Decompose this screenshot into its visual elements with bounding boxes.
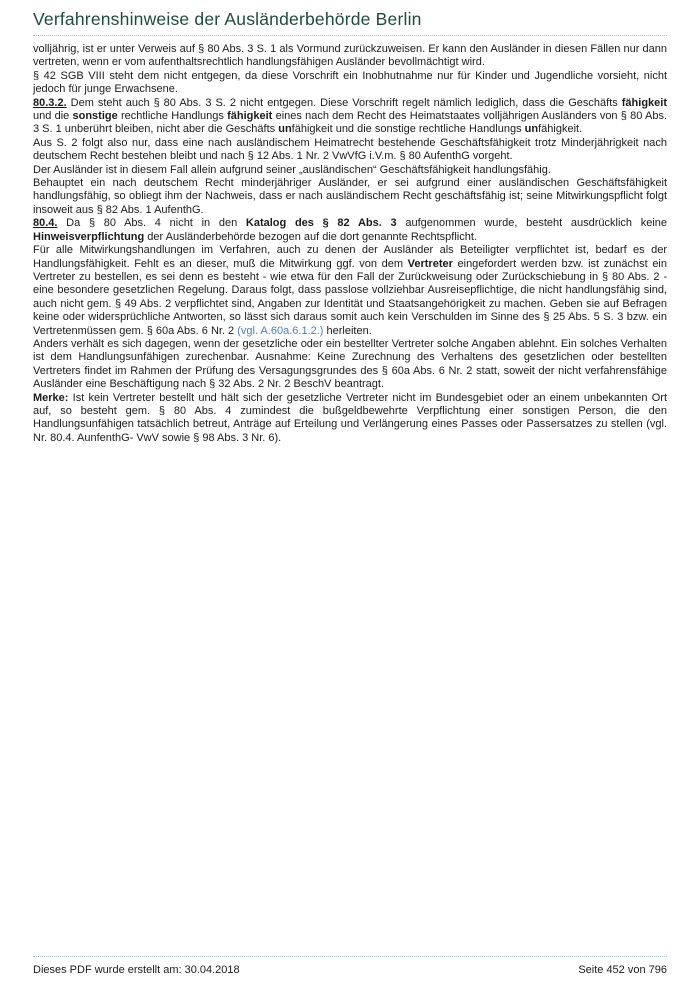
text-run: aufgenommen wurde, besteht ausdrücklich keine — [396, 217, 668, 230]
text-run: Merke: — [33, 391, 69, 404]
paragraph — [33, 177, 667, 217]
text-run: Hinweisverpflichtung — [33, 230, 145, 243]
text-run: fähigkeit und die sonstige rechtliche Handlungs — [291, 123, 525, 136]
text-run: Ist kein Vertreter bestellt und hält sich der gesetzliche Vertreter nicht im Bundesgebiet oder an einem unbekannten Ort auf, so besteht gem. § 80 Abs. 4 zumindest die bußgeldbewehrte Verpflichtung einer sonstigen Person, die den Handlungsunfähigen tatsächlich betreut, Anträge auf Erteilung und Verlängerung eines Passes oder Passersatzes zu stellen (vgl. Nr. 80.4. AunfenthG- VwV sowie § 98 Abs. 3 Nr. 6). — [33, 391, 667, 444]
footer — [33, 956, 667, 976]
text-run: volljährig, ist er unter Verweis auf § 80 Abs. 3 S. 1 als Vormund zurückzuweisen. Er kann den Ausländer in diesen Fällen nur dann vertreten, wenn er vom aufenthaltsrechtlich handlungsfähigen Ausländer bevollmächtigt wird. — [33, 43, 667, 69]
text-run: sonstige — [72, 110, 118, 123]
text-run: un — [524, 123, 539, 136]
page-title: Verfahrenshinweise der Ausländerbehörde Berlin — [33, 9, 422, 29]
document-body — [33, 43, 667, 445]
text-run: 80.3.2. — [33, 96, 67, 109]
text-run: Aus S. 2 folgt also nur, dass eine nach ausländischem Heimatrecht bestehende Geschäftsfähigkeit trotz Minderjährigkeit nach deutschem Recht bestehen bleibt und nach § 12 Abs. 1 Nr. 2 VwVfG i.V.m. § 80 AufenthG vorgeht. — [33, 136, 667, 163]
page-number: Seite 452 von 796 — [578, 964, 667, 976]
paragraph — [33, 137, 667, 164]
document-header — [33, 9, 667, 36]
text-run: Der Ausländer ist in diesem Fall allein aufgrund seiner „ausländischen“ Geschäftsfähigkeit handlungsfähig. — [33, 163, 551, 176]
paragraph — [33, 164, 667, 177]
text-run: eines nach dem Recht des Heimatstaates volljährigen Ausländers von § 80 Abs. 3 S. 1 unberührt bleiben, nicht aber die Geschäfts — [33, 110, 668, 136]
paragraph — [33, 70, 667, 97]
cross-reference-link[interactable]: (vgl. A.60a.6.1.2.) — [237, 324, 324, 337]
paragraph — [33, 217, 667, 244]
paragraph — [33, 392, 667, 446]
creation-date: Dieses PDF wurde erstellt am: 30.04.2018 — [33, 964, 240, 976]
text-run: herleiten. — [323, 324, 372, 337]
text-run: Anders verhält es sich dagegen, wenn der gesetzliche oder ein bestellter Vertreter solche Angaben ablehnt. Ein solches Verhalten ist dem Handlungsunfähigen zurechenbar. Ausnahme: Keine Zurechnung des Verhaltens des gesetzlichen oder bestellten Vertreters findet im Rahmen der Prüfung des Versagungsgrundes des § 60a Abs. 6 Nr. 2 statt, soweit der nicht verfahrensfähige Ausländer eine Beschäftigung nach § 32 Abs. 2 Nr. 2 BeschV beantragt. — [33, 337, 667, 391]
text-run: und die — [33, 110, 73, 123]
text-run: Vertreter — [407, 257, 453, 270]
text-run: Katalog des § 82 Abs. 3 — [245, 217, 397, 230]
paragraph — [33, 97, 667, 137]
text-run: Für alle Mitwirkungshandlungen im Verfahren, auch zu denen der Ausländer als Beteiligter verpflichtet ist, bedarf es der Handlungsfähigkeit. Fehlt es an dieser, muß die Mitwirkung ggf. von dem — [33, 244, 667, 270]
text-run: 80.4. — [33, 217, 58, 230]
paragraph — [33, 43, 667, 70]
text-run: Dem steht auch § 80 Abs. 3 S. 2 nicht entgegen. Diese Vorschrift regelt nämlich lediglich, dass die Geschäfts — [66, 96, 622, 109]
paragraph — [33, 338, 667, 392]
text-run: un — [278, 123, 292, 136]
text-run: fähigkeit. — [538, 123, 583, 136]
text-run: Da § 80 Abs. 4 nicht in den — [57, 217, 246, 230]
text-run: rechtliche Handlungs — [117, 110, 228, 123]
text-run: fähigkeit — [227, 110, 273, 123]
text-run: der Ausländerbehörde bezogen auf die dort genannte Rechtspflicht. — [144, 230, 477, 243]
paragraph — [33, 244, 667, 338]
text-run: eingefordert werden bzw. ist zunächst ein Vertreter zu bestellen, es sei denn es besteht - wie etwa für den Fall der Zurückweisung oder Zurückschiebung in § 80 Abs. 2 - eine besondere gesetzlichen Regelung. Daraus folgt, dass passlose vollziehbar Ausreisepflichtige, die nicht handlungsfähig sind, auch nicht gem. § 49 Abs. 2 verpflichtet sind, Angaben zur Identität und Staatsangehörigkeit zu machen. Geben sie auf Befragen keine oder widersprüchliche Antworten, so lässt sich daraus somit auch kein Verschulden im Sinne des § 25 Abs. 5 S. 3 bzw. ein Vertretenmüssen gem. § 60a Abs. 6 Nr. 2 — [33, 257, 667, 337]
text-run: fähigkeit — [621, 96, 667, 109]
text-run: Behauptet ein nach deutschem Recht minderjähriger Ausländer, er sei aufgrund einer ausländischen Geschäftsfähigkeit handlungsfähig, so obliegt ihm der Nachweis, dass er nach ausländischem Recht geschäftsfähig ist; seine Mitwirkungspflicht folgt insoweit aus § 82 Abs. 1 AufenthG. — [33, 177, 667, 216]
text-run: § 42 SGB VIII steht dem nicht entgegen, da diese Vorschrift ein Inobhutnahme nur für Kinder und Jugendliche vorsieht, nicht jedoch für junge Erwachsene. — [33, 69, 667, 96]
